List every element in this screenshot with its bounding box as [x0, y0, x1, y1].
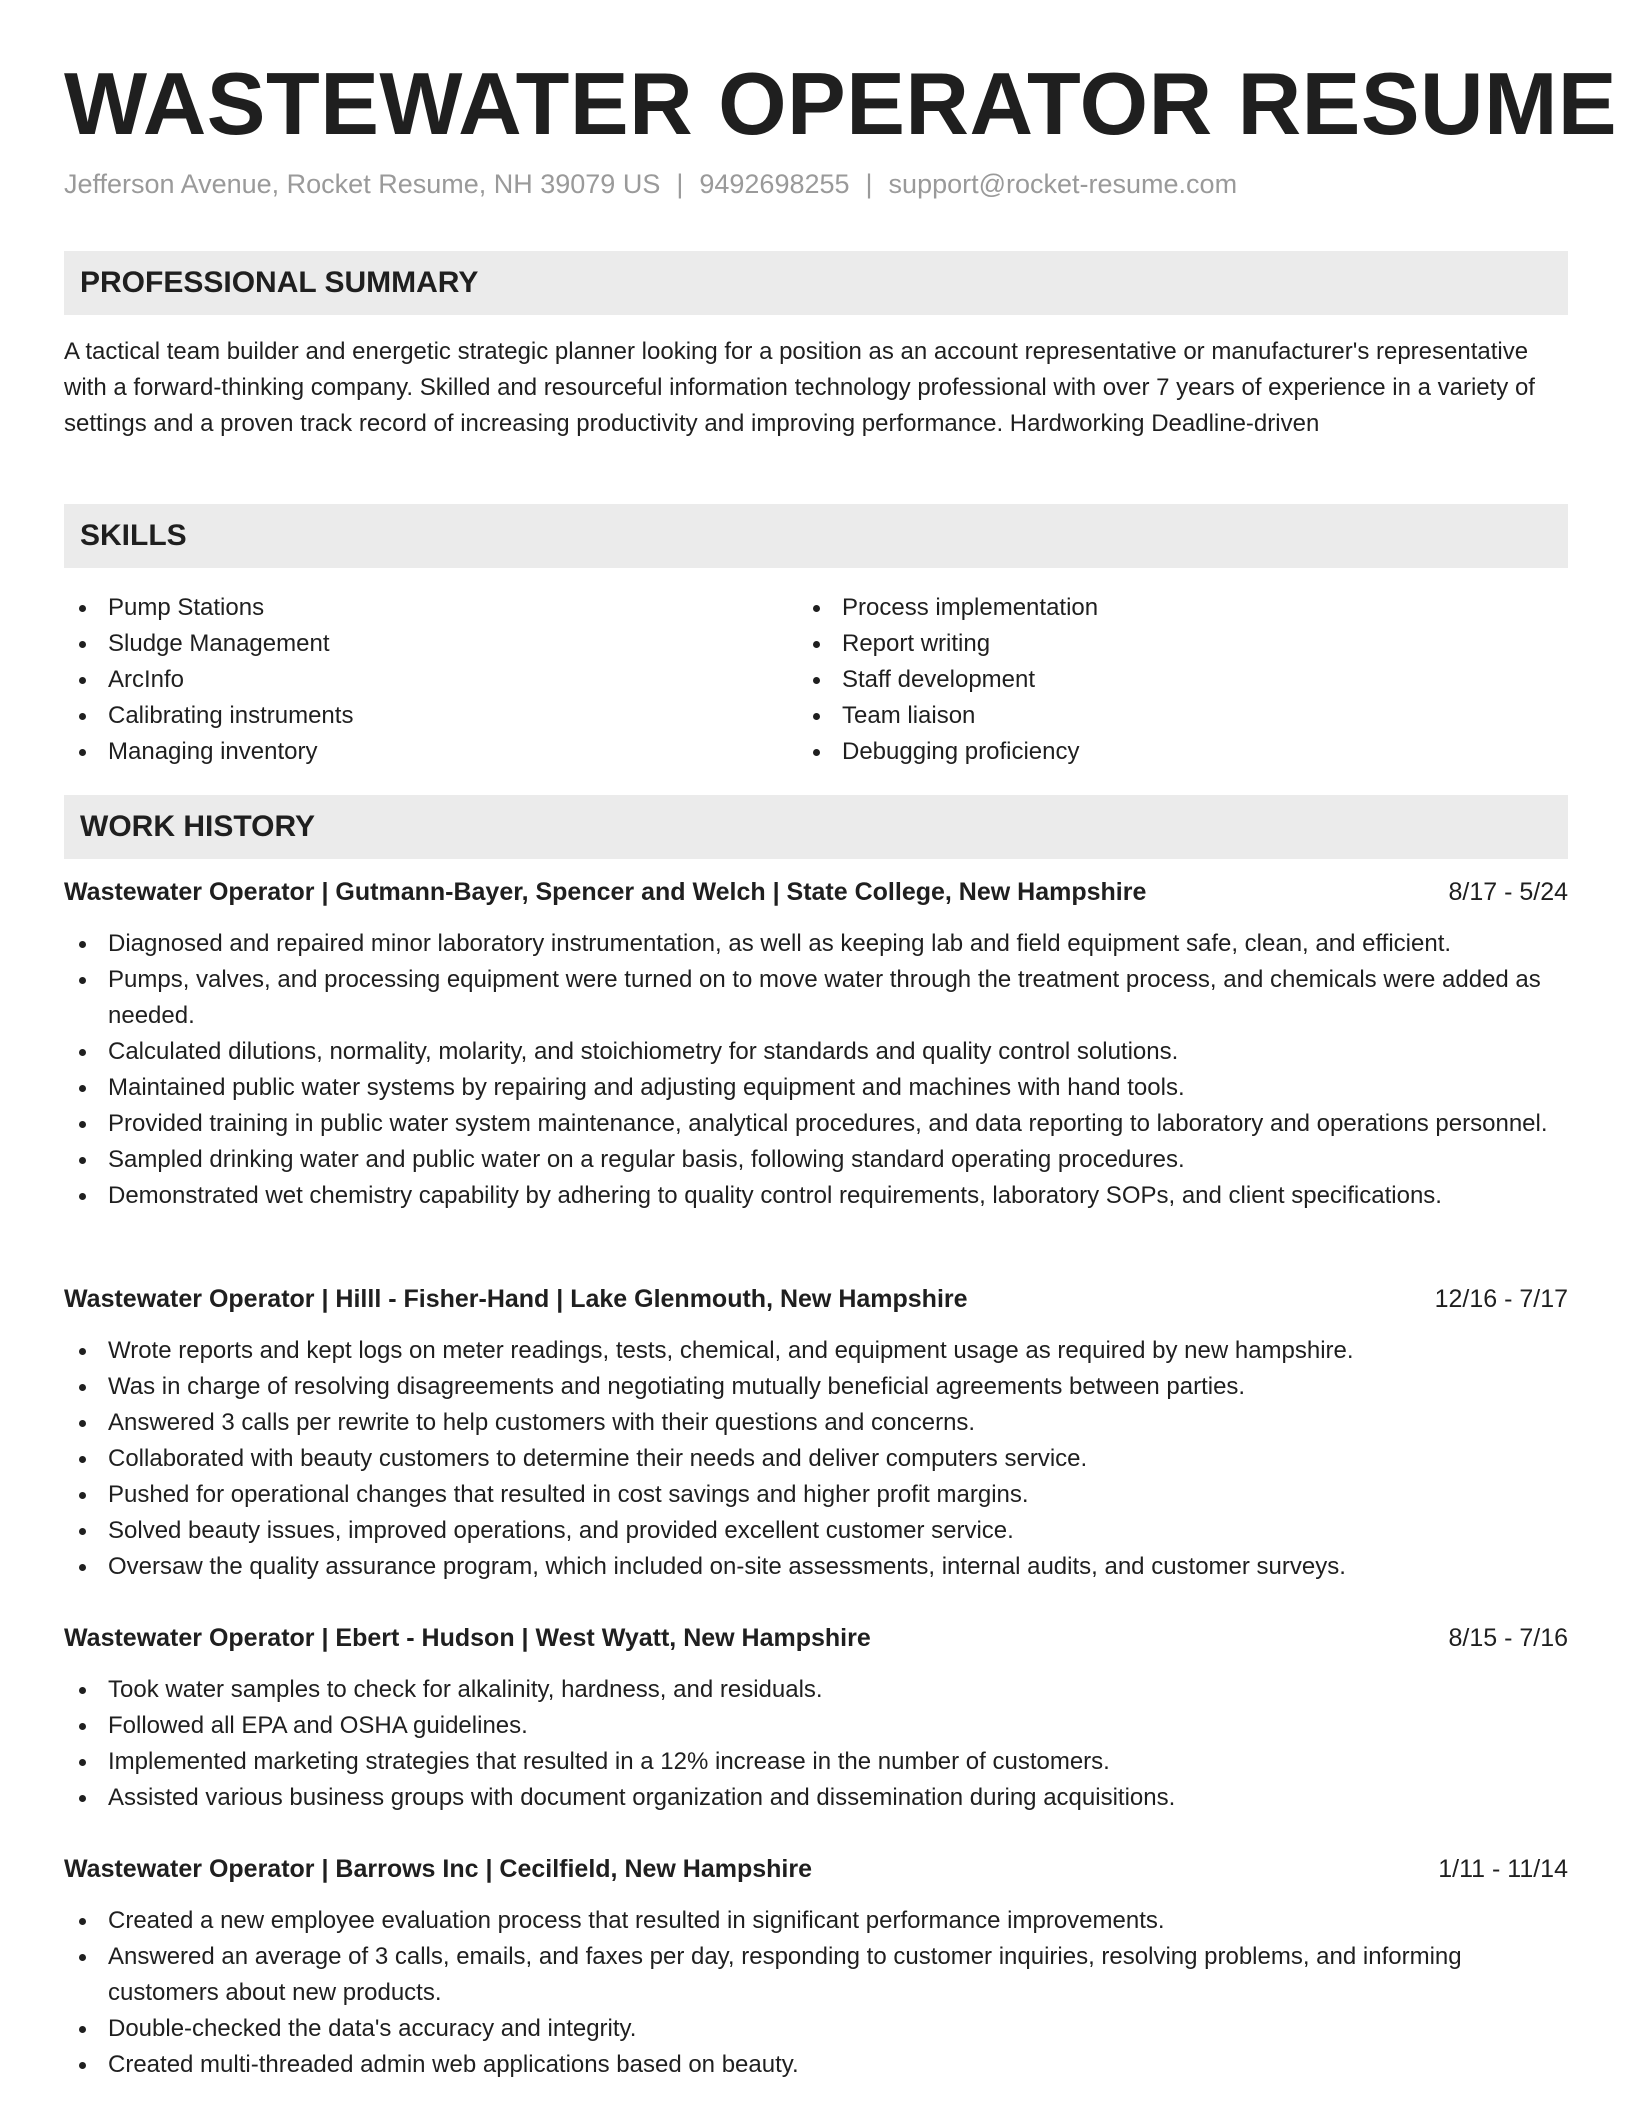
job-title: Wastewater Operator | Gutmann-Bayer, Spencer and Welch | State College, New Hampshire	[64, 878, 1147, 906]
contact-separator: |	[865, 169, 873, 199]
job-entry	[64, 1851, 1568, 2083]
job-bullet: Was in charge of resolving disagreements and negotiating mutually beneficial agreements between parties.	[64, 1369, 1568, 1405]
skill-item: Debugging proficiency	[798, 734, 1498, 770]
job-bullet: Created multi-threaded admin web applications based on beauty.	[64, 2047, 1568, 2083]
skill-item: Calibrating instruments	[64, 698, 764, 734]
job-entry	[64, 1620, 1568, 1816]
skills-left-column	[64, 590, 764, 770]
job-bullet: Oversaw the quality assurance program, which included on-site assessments, internal audits, and customer surveys.	[64, 1549, 1568, 1585]
job-bullet: Answered 3 calls per rewrite to help customers with their questions and concerns.	[64, 1405, 1568, 1441]
job-entry	[64, 1281, 1568, 1585]
job-bullet: Diagnosed and repaired minor laboratory instrumentation, as well as keeping lab and field equipment safe, clean, and efficient.	[64, 926, 1568, 962]
work-history-heading: WORK HISTORY	[80, 810, 316, 843]
job-title: Wastewater Operator | Ebert - Hudson | West Wyatt, New Hampshire	[64, 1624, 871, 1652]
job-bullet-list	[64, 1903, 1568, 2083]
skills-right-column	[798, 590, 1498, 770]
skills-section-header	[64, 504, 1568, 568]
skills-right-list	[798, 590, 1498, 770]
job-bullet: Created a new employee evaluation process that resulted in significant performance improvements.	[64, 1903, 1568, 1939]
job-header	[64, 874, 1568, 910]
resume-title: WASTEWATER OPERATOR RESUME	[64, 54, 1618, 153]
job-bullet: Followed all EPA and OSHA guidelines.	[64, 1708, 1568, 1744]
job-bullet: Took water samples to check for alkalinity, hardness, and residuals.	[64, 1672, 1568, 1708]
job-entry	[64, 874, 1568, 1214]
contact-separator: |	[676, 169, 684, 199]
job-bullet: Provided training in public water system maintenance, analytical procedures, and data reporting to laboratory and operations personnel.	[64, 1106, 1568, 1142]
contact-line	[64, 166, 1237, 202]
skill-item: Process implementation	[798, 590, 1498, 626]
job-header	[64, 1281, 1568, 1317]
skills-left-list	[64, 590, 764, 770]
skill-item: Report writing	[798, 626, 1498, 662]
contact-phone: 9492698255	[699, 169, 850, 199]
job-header	[64, 1851, 1568, 1887]
job-header	[64, 1620, 1568, 1656]
job-bullet-list	[64, 1333, 1568, 1585]
summary-heading: PROFESSIONAL SUMMARY	[80, 266, 479, 299]
job-bullet: Double-checked the data's accuracy and integrity.	[64, 2011, 1568, 2047]
skill-item: Pump Stations	[64, 590, 764, 626]
job-title: Wastewater Operator | Barrows Inc | Cecilfield, New Hampshire	[64, 1855, 813, 1883]
job-bullet-list	[64, 1672, 1568, 1816]
contact-address: Jefferson Avenue, Rocket Resume, NH 39079 US	[64, 169, 661, 199]
skill-item: ArcInfo	[64, 662, 764, 698]
job-bullet: Solved beauty issues, improved operations, and provided excellent customer service.	[64, 1513, 1568, 1549]
job-title: Wastewater Operator | Hilll - Fisher-Hand | Lake Glenmouth, New Hampshire	[64, 1285, 968, 1313]
job-bullet: Calculated dilutions, normality, molarity, and stoichiometry for standards and quality control solutions.	[64, 1034, 1568, 1070]
job-bullet: Maintained public water systems by repairing and adjusting equipment and machines with hand tools.	[64, 1070, 1568, 1106]
skills-heading: SKILLS	[80, 519, 187, 552]
contact-email: support@rocket-resume.com	[888, 169, 1238, 199]
skill-item: Staff development	[798, 662, 1498, 698]
summary-section-header	[64, 251, 1568, 315]
skill-item: Sludge Management	[64, 626, 764, 662]
job-bullet: Demonstrated wet chemistry capability by adhering to quality control requirements, laboratory SOPs, and client specifications.	[64, 1178, 1568, 1214]
job-bullet: Implemented marketing strategies that resulted in a 12% increase in the number of customers.	[64, 1744, 1568, 1780]
job-dates: 12/16 - 7/17	[1434, 1285, 1568, 1313]
job-bullet: Pushed for operational changes that resulted in cost savings and higher profit margins.	[64, 1477, 1568, 1513]
summary-text: A tactical team builder and energetic strategic planner looking for a position as an account representative or manufacturer's representative with a forward-thinking company. Skilled and resourceful information technology professional with over 7 years of experience in a variety of settings and a proven track record of increasing productivity and improving performance. Hardworking Deadline-driven	[64, 338, 1535, 437]
job-dates: 8/17 - 5/24	[1448, 878, 1568, 906]
job-bullet-list	[64, 926, 1568, 1214]
job-dates: 1/11 - 11/14	[1438, 1855, 1568, 1883]
job-dates: 8/15 - 7/16	[1448, 1624, 1568, 1652]
work-history-section-header	[64, 795, 1568, 859]
job-bullet: Sampled drinking water and public water on a regular basis, following standard operating procedures.	[64, 1142, 1568, 1178]
job-bullet: Assisted various business groups with document organization and dissemination during acquisitions.	[64, 1780, 1568, 1816]
job-bullet: Pumps, valves, and processing equipment were turned on to move water through the treatment process, and chemicals were added as needed.	[64, 962, 1568, 1034]
job-bullet: Wrote reports and kept logs on meter readings, tests, chemical, and equipment usage as required by new hampshire.	[64, 1333, 1568, 1369]
job-bullet: Collaborated with beauty customers to determine their needs and deliver computers service.	[64, 1441, 1568, 1477]
job-bullet: Answered an average of 3 calls, emails, and faxes per day, responding to customer inquiries, resolving problems, and informing customers about new products.	[64, 1939, 1568, 2011]
skill-item: Managing inventory	[64, 734, 764, 770]
skill-item: Team liaison	[798, 698, 1498, 734]
